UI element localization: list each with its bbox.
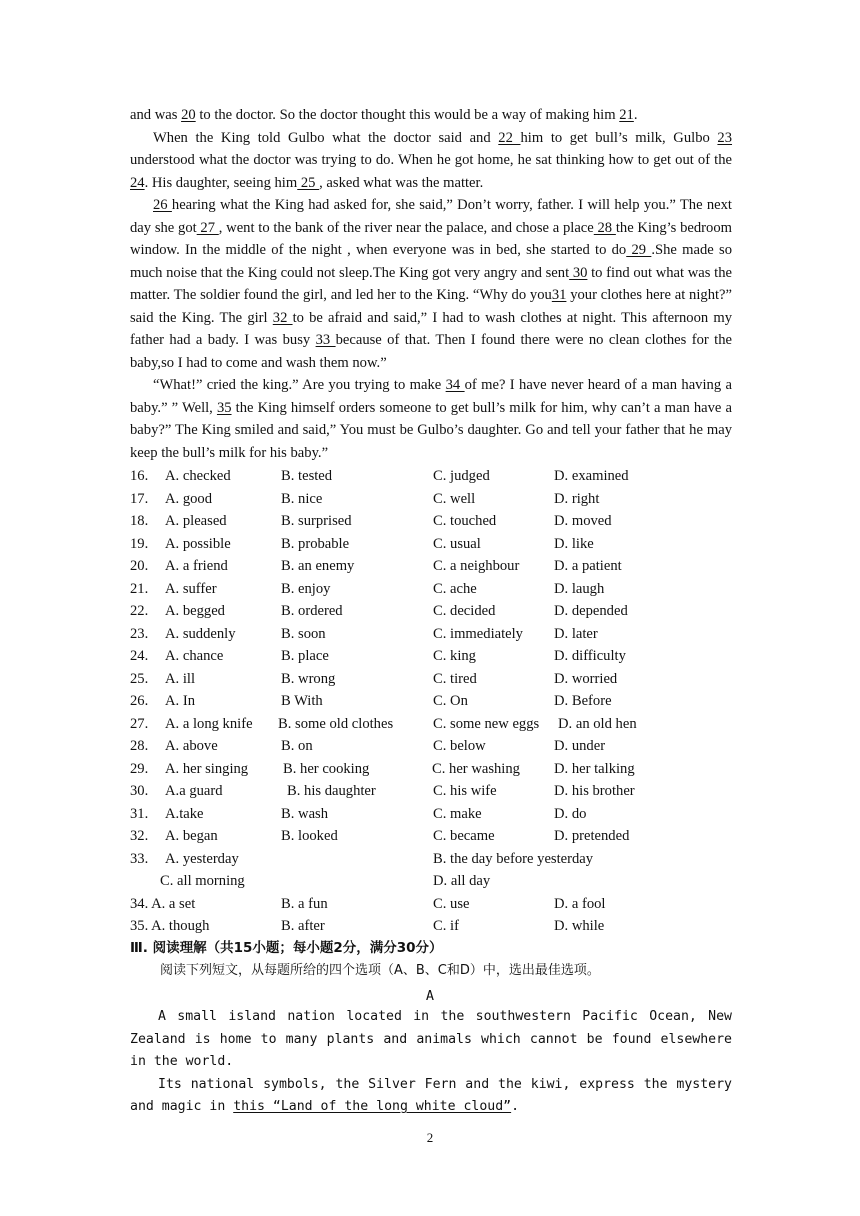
option-a: A.take — [165, 805, 204, 822]
option-c: C. if — [433, 918, 459, 934]
option-d: D. depended — [554, 603, 628, 619]
text: understood what the doctor was trying to do. When he got home, he sat thinking how to get out of the — [130, 152, 732, 168]
option-b: B With — [281, 693, 323, 709]
paragraph-2 — [130, 127, 732, 195]
section-heading: Ⅲ. 阅读理解（共15小题；每小题2分，满分30分） — [130, 940, 443, 956]
option-c: C. On — [433, 693, 468, 709]
text: the King’s bedroom window. In the middle of the night , when everyone was in bed, she started to do — [130, 219, 732, 258]
text: .She made so much noise that the King could not sleep.The King got very angry and sent — [130, 242, 733, 281]
option-c: C. tired — [433, 670, 477, 687]
text: to the doctor. So the doctor thought this would be a way of making him — [195, 107, 620, 123]
option-d: D. worried — [554, 670, 618, 687]
option-d: D. pretended — [554, 828, 630, 844]
option-d: D. Before — [554, 693, 612, 709]
text: , asked what was the matter. — [319, 174, 484, 191]
option-c: C. use — [433, 895, 470, 912]
option-a: A. In — [165, 693, 195, 709]
question-number: 25. — [130, 670, 149, 687]
option-a: A. possible — [165, 535, 231, 552]
option-d: D. laugh — [554, 580, 605, 597]
question-number: 26. — [130, 693, 149, 709]
option-c: C. some new eggs — [433, 715, 540, 732]
blank: 22 — [498, 129, 521, 146]
text: . — [511, 1099, 520, 1114]
option-d: D. a patient — [554, 558, 622, 574]
text: When the King told Gulbo what the doctor said and — [153, 129, 499, 146]
blank: 25 — [297, 174, 320, 191]
option-b: B. enjoy — [281, 580, 331, 597]
option-c: C. all morning — [160, 873, 245, 889]
blank: 26 — [153, 197, 172, 213]
option-b: B. her cooking — [283, 760, 370, 777]
option-c: C. below — [433, 738, 486, 754]
question-number: 27. — [130, 715, 149, 732]
text: to be afraid and said,” I had to wash clothes at night. This afternoon my father had a bady. I was busy — [130, 309, 732, 348]
text: the King himself orders someone to get bull’s milk for him, why can’t a man have a baby?” The King smiled and said,” You must be Gulbo’s daughter. Go and tell your father that he may keep the bull’s milk for his baby.” — [130, 399, 732, 461]
option-d: D. later — [554, 625, 598, 642]
paragraph-3 — [130, 194, 732, 374]
option-b: B. surprised — [281, 513, 352, 529]
option-a: A.a guard — [165, 783, 223, 799]
option-a: A. began — [165, 828, 218, 844]
option-a: A. yesterday — [165, 850, 239, 867]
blank: 32 — [272, 309, 293, 326]
question-number: 34. A. a set — [130, 895, 196, 912]
text: him to get bull’s milk, Gulbo — [520, 129, 718, 146]
text: of me? I have never heard of a man having a baby.” ” Well, — [130, 377, 732, 416]
question-number: 19. — [130, 535, 149, 552]
text: “What!” cried the king.” Are you trying to make — [153, 377, 446, 393]
option-d: D. his brother — [554, 783, 635, 799]
blank: 30 — [569, 264, 588, 281]
option-d: D. a fool — [554, 895, 606, 912]
option-b: B. his daughter — [287, 783, 376, 799]
option-a: A. ill — [165, 670, 195, 687]
option-b: B. tested — [281, 468, 333, 484]
text: hearing what the King had asked for, she said,” Don’t worry, father. I will help you.” The next day she got — [130, 197, 732, 236]
option-a: A. her singing — [165, 760, 249, 777]
option-a: A. a long knife — [165, 715, 253, 732]
option-a: A. checked — [165, 468, 231, 484]
option-a: A. good — [165, 490, 213, 507]
option-d: D. like — [554, 535, 594, 552]
text: and was — [130, 107, 182, 123]
text: Its national symbols, the Silver Fern and the kiwi, express the mystery and magic in — [130, 1076, 732, 1114]
option-d: D. examined — [554, 468, 629, 484]
underlined-phrase: this “Land of the long white cloud” — [233, 1099, 512, 1114]
reading-passage — [130, 1006, 732, 1119]
question-number: 30. — [130, 783, 149, 799]
option-c: C. ache — [433, 580, 477, 597]
blank: 27 — [196, 219, 219, 236]
option-c: C. touched — [433, 513, 497, 529]
option-d: D. while — [554, 918, 605, 934]
blank: 23 — [717, 129, 733, 146]
text: . — [633, 107, 638, 123]
question-number: 22. — [130, 603, 149, 619]
question-number: 18. — [130, 513, 149, 529]
option-b: B. place — [281, 648, 329, 664]
option-b: B. on — [281, 738, 313, 754]
option-d: D. an old hen — [558, 715, 637, 732]
question-number: 17. — [130, 490, 149, 507]
blank: 21 — [619, 107, 634, 123]
question-number: 32. — [130, 828, 149, 844]
option-d: D. moved — [554, 513, 612, 529]
question-number: 23. — [130, 625, 149, 642]
option-d: D. do — [554, 805, 587, 822]
blank: 24 — [130, 174, 145, 191]
option-a: A. a friend — [165, 558, 228, 574]
option-b: B. ordered — [281, 603, 343, 619]
option-a: A. pleased — [165, 513, 227, 529]
option-b: B. probable — [281, 535, 350, 552]
option-c: C. became — [433, 828, 495, 844]
option-b: B. after — [281, 918, 325, 934]
option-c: C. decided — [433, 603, 496, 619]
passage-letter: A — [425, 988, 435, 1004]
option-b: B. wash — [281, 805, 329, 822]
page-number: 2 — [426, 1130, 434, 1145]
option-b: B. some old clothes — [278, 715, 394, 732]
question-number: 35. A. though — [130, 918, 210, 934]
question-number: 20. — [130, 558, 149, 574]
question-number: 24. — [130, 648, 149, 664]
text: your clothes here at night?” said the King. The girl — [130, 287, 732, 326]
blank: 28 — [593, 219, 616, 236]
question-number: 16. — [130, 468, 149, 484]
option-a: A. above — [165, 738, 218, 754]
option-c: C. well — [433, 490, 476, 507]
blank: 20 — [181, 107, 196, 123]
option-b: B. nice — [281, 490, 323, 507]
option-b: B. soon — [281, 625, 326, 642]
option-d: D. all day — [433, 873, 491, 889]
option-a: A. chance — [165, 648, 224, 664]
option-a: A. begged — [165, 603, 225, 619]
option-b: B. an enemy — [281, 558, 355, 574]
option-a: A. suddenly — [165, 625, 236, 642]
blank: 29 — [626, 242, 652, 258]
text: . His daughter, seeing him — [144, 174, 298, 191]
reading-paragraph-1: A small island nation located in the southwestern Pacific Ocean, New Zealand is home to many plants and animals which cannot be found elsewhere in the world. — [130, 1009, 732, 1069]
option-d: D. under — [554, 738, 606, 754]
blank: 34 — [445, 377, 465, 393]
question-number: 33. — [130, 850, 149, 867]
option-c: C. usual — [433, 535, 481, 552]
option-c: C. immediately — [433, 625, 523, 642]
option-d: D. right — [554, 490, 600, 507]
question-number: 28. — [130, 738, 149, 754]
option-c: C. a neighbour — [433, 558, 520, 574]
option-b: B. a fun — [281, 895, 328, 912]
blank: 35 — [216, 399, 232, 416]
option-d: D. her talking — [554, 760, 635, 777]
option-b: B. wrong — [281, 670, 336, 687]
option-b: B. looked — [281, 828, 338, 844]
paragraph-1 — [130, 104, 732, 127]
text: because of that. Then I found there were no clean clothes for the baby,so I had to come and wash them now.” — [130, 332, 732, 371]
question-number: 21. — [130, 580, 149, 597]
cloze-passage — [130, 104, 732, 464]
option-c: C. make — [433, 805, 482, 822]
option-c: C. judged — [433, 468, 490, 484]
option-c: C. his wife — [433, 783, 497, 799]
reading-paragraph-2 — [130, 1074, 732, 1119]
option-c: C. king — [433, 648, 476, 664]
question-number: 31. — [130, 805, 149, 822]
option-c: C. her washing — [432, 760, 520, 777]
question-number: 29. — [130, 760, 149, 777]
section-instruction: 阅读下列短文，从每题所给的四个选项（A、B、C和D）中，选出最佳选项。 — [160, 963, 600, 978]
text: to find out what was the matter. The soldier found the girl, and led her to the King. “Why do you — [130, 264, 732, 303]
text: , went to the bank of the river near the palace, and chose a place — [218, 219, 594, 236]
blank: 33 — [315, 332, 336, 348]
option-a: A. suffer — [165, 580, 217, 597]
option-b: B. the day before yesterday — [433, 850, 594, 867]
paragraph-4 — [130, 374, 732, 464]
option-d: D. difficulty — [554, 648, 626, 664]
blank: 31 — [551, 287, 567, 303]
